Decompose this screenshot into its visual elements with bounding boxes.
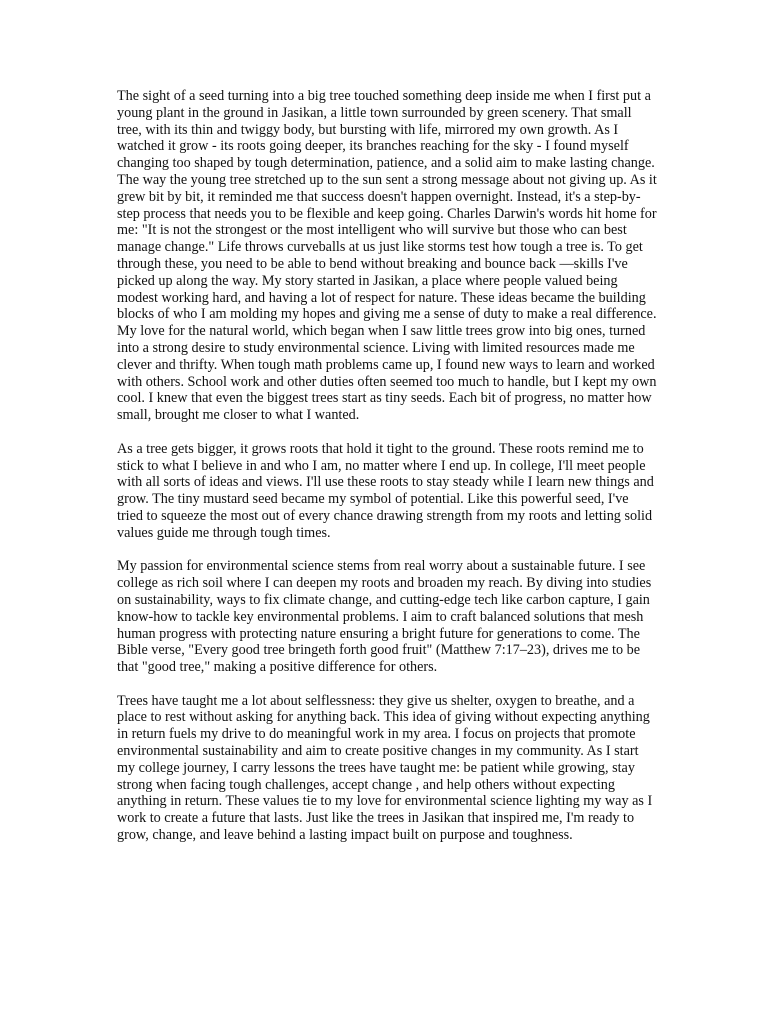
paragraph-3: My passion for environmental science stems from real worry about a sustainable future. I see college as rich soil where I can deepen my roots and broaden my reach. By diving into studies on sustainability, ways to fix climate change, and cutting-edge tech like carbon capture, I gain know-how to tackle key environmental problems. I aim to craft balanced solutions that mesh human progress with protecting nature ensuring a bright future for generations to come. The Bible verse, "Every good tree bringeth forth good fruit" (Matthew 7:17–23), drives me to be that "good tree," making a positive difference for others. — [117, 558, 652, 676]
paragraph-1: The sight of a seed turning into a big tree touched something deep inside me when I first put a young plant in the ground in Jasikan, a little town surrounded by green scenery. That small tree, with its thin and twiggy body, but bursting with life, mirrored my own growth. As I watched it grow - its roots going deeper, its branches reaching for the sky - I found myself changing too shaped by tough determination, patience, and a solid aim to make lasting change. The way the young tree stretched up to the sun sent a strong message about not giving up. As it grew bit by bit, it reminded me that success doesn't happen overnight. Instead, it's a step-by-step process that needs you to be flexible and keep going. Charles Darwin's words hit home for me: "It is not the strongest or the most intelligent who will survive but those who can best manage change." Life throws curveballs at us just like storms test how tough a tree is. To get through these, you need to be able to bend without breaking and bounce back —skills I've picked up along the way. My story started in Jasikan, a place where people valued being modest working hard, and having a lot of respect for nature. These ideas became the building blocks of who I am molding my hopes and giving me a sense of duty to make a real difference. My love for the natural world, which began when I saw little trees grow into big ones, turned into a strong desire to study environmental science. Living with limited resources made me clever and thrifty. When tough math problems came up, I found new ways to learn and worked with others. School work and other duties often seemed too much to handle, but I kept my own cool. I knew that even the biggest trees start as tiny seeds. Each bit of progress, no matter how small, brought me closer to what I wanted. — [117, 88, 657, 424]
paragraph-2: As a tree gets bigger, it grows roots that hold it tight to the ground. These roots remind me to stick to what I believe in and who I am, no matter where I end up. In college, I'll meet people with all sorts of ideas and views. I'll use these roots to stay steady while I learn new things and grow. The tiny mustard seed became my symbol of potential. Like this powerful seed, I've tried to squeeze the most out of every chance drawing strength from my roots and letting solid values guide me through tough times. — [117, 440, 654, 541]
essay-body — [117, 88, 657, 861]
paragraph-4: Trees have taught me a lot about selflessness: they give us shelter, oxygen to breathe, and a place to rest without asking for anything back. This idea of giving without expecting anything in return fuels my drive to do meaningful work in my area. I focus on projects that promote environmental sustainability and aim to create positive changes in my community. As I start my college journey, I carry lessons the trees have taught me: be patient while growing, stay strong when facing tough challenges, accept change , and help others without expecting anything in return. These values tie to my love for environmental science lighting my way as I work to create a future that lasts. Just like the trees in Jasikan that inspired me, I'm ready to grow, change, and leave behind a lasting impact built on purpose and toughness. — [117, 692, 653, 844]
